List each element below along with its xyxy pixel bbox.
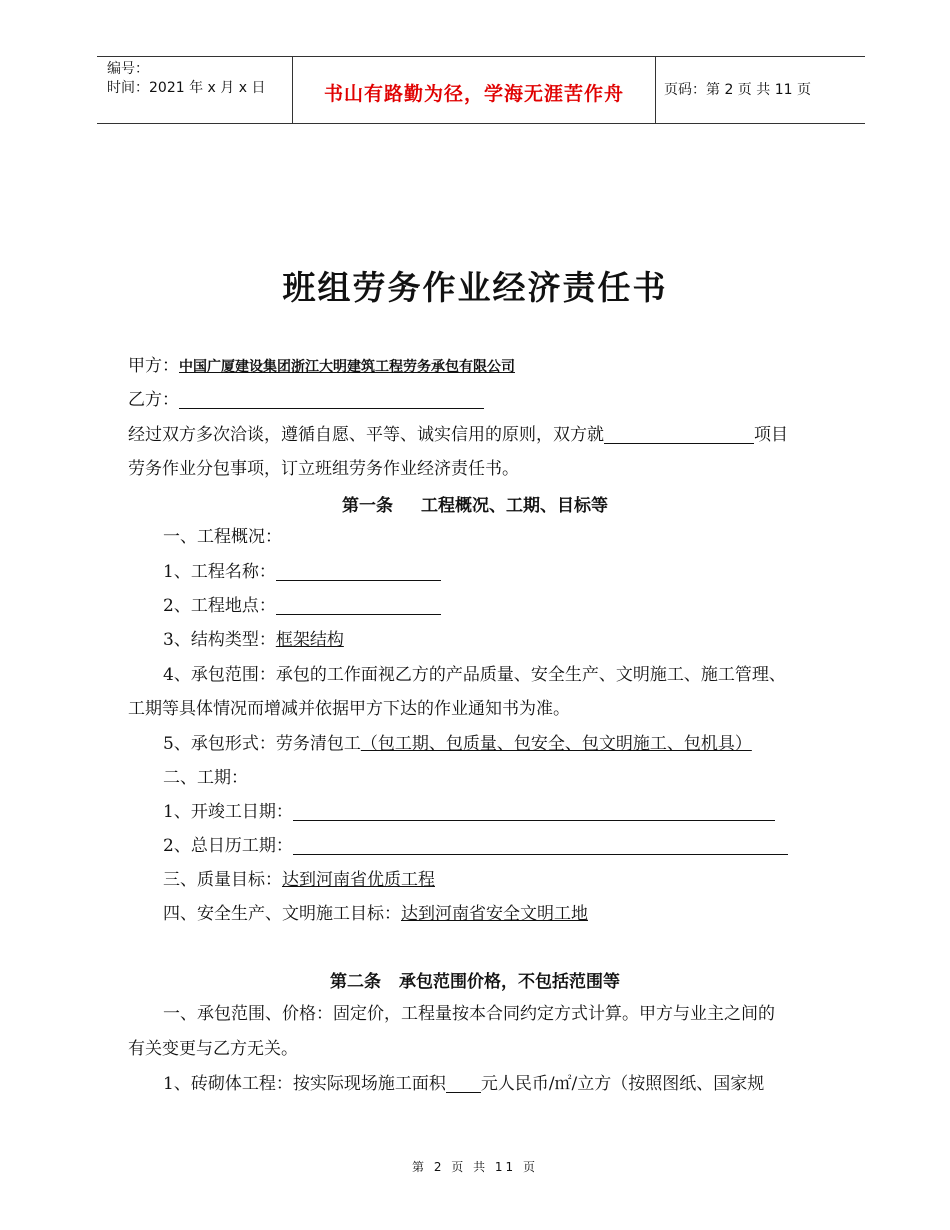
contract-form-label: 5、承包形式：劳务清包工 [163, 734, 361, 754]
project-site-field[interactable] [276, 596, 441, 615]
total-days-label: 2、总日历工期： [163, 836, 293, 856]
project-name-line [163, 561, 441, 583]
scope-line-2: 工期等具体情况而增减并依据甲方下达的作业通知书为准。 [128, 699, 570, 719]
document-header [97, 56, 865, 124]
structure-type-label: 3、结构类型： [163, 630, 276, 650]
scope-line-1: 4、承包范围：承包的工作面视乙方的产品质量、安全生产、文明施工、施工管理、 [163, 665, 786, 685]
masonry-price-blank[interactable] [446, 1074, 481, 1093]
page-footer: 第 2 页 共 11 页 [412, 1160, 538, 1174]
intro-text-b: 项目 [754, 425, 788, 445]
structure-type-value: 框架结构 [275, 630, 344, 650]
header-motto: 书山有路勤为径，学海无涯苦作舟 [323, 83, 624, 105]
party-a-label: 甲方： [128, 356, 179, 376]
contract-form-line [163, 733, 752, 755]
start-end-date-line [163, 801, 775, 823]
scope-price-line-1: 一、承包范围、价格：固定价，工程量按本合同约定方式计算。甲方与业主之间的 [163, 1004, 775, 1024]
article-1-heading [0, 491, 950, 516]
header-page-cell [656, 57, 865, 123]
date-label: 时间：2021 年 x 月 x 日 [107, 80, 266, 96]
article-1-title: 工程概况、工期、目标等 [421, 496, 608, 516]
header-left-cell [97, 57, 293, 123]
contract-form-value: （包工期、包质量、包安全、包文明施工、包机具） [360, 734, 752, 754]
safety-target-label: 四、安全生产、文明施工目标： [163, 904, 401, 924]
period-heading: 二、工期： [163, 768, 248, 788]
header-motto-cell [293, 57, 656, 123]
project-name-field[interactable] [276, 562, 441, 581]
quality-target-label: 三、质量目标： [163, 870, 282, 890]
intro-line-1 [128, 424, 788, 446]
party-b-line [128, 389, 484, 411]
project-site-line [163, 595, 441, 617]
serial-number-label: 编号： [107, 61, 149, 77]
quality-target-line [163, 869, 435, 891]
structure-type-line [163, 629, 344, 651]
masonry-text-b: 元人民币/㎡/立方（按照图纸、国家规 [480, 1074, 765, 1094]
start-end-date-field[interactable] [293, 802, 775, 821]
article-2-heading [0, 967, 950, 992]
masonry-price-line [163, 1073, 764, 1095]
intro-text-a: 经过双方多次洽谈，遵循自愿、平等、诚实信用的原则，双方就 [128, 425, 604, 445]
article-2-number: 第二条 [330, 972, 381, 992]
project-site-label: 2、工程地点： [163, 596, 276, 616]
masonry-text-a: 1、砖砌体工程：按实际现场施工面积 [163, 1074, 446, 1094]
project-name-blank[interactable] [604, 425, 754, 444]
total-days-field[interactable] [293, 836, 788, 855]
scope-price-line-2: 有关变更与乙方无关。 [128, 1039, 298, 1059]
party-b-blank[interactable] [179, 390, 484, 409]
party-a-line [128, 355, 515, 378]
header-page-number: 页码：第 2 页 共 11 页 [664, 82, 811, 98]
article-2-title: 承包范围价格，不包括范围等 [399, 972, 620, 992]
article-1-number: 第一条 [342, 496, 393, 516]
safety-target-line [163, 903, 588, 925]
total-days-line [163, 835, 788, 857]
safety-target-value: 达到河南省安全文明工地 [401, 904, 588, 924]
intro-line-2: 劳务作业分包事项，订立班组劳务作业经济责任书。 [128, 459, 519, 479]
quality-target-value: 达到河南省优质工程 [282, 870, 435, 890]
project-name-label: 1、工程名称： [163, 562, 276, 582]
document-title: 班组劳务作业经济责任书 [282, 268, 668, 307]
overview-heading: 一、工程概况： [163, 527, 282, 547]
party-b-label: 乙方： [128, 390, 179, 410]
start-end-date-label: 1、开竣工日期： [163, 802, 293, 822]
party-a-name: 中国广厦建设集团浙江大明建筑工程劳务承包有限公司 [179, 359, 515, 375]
